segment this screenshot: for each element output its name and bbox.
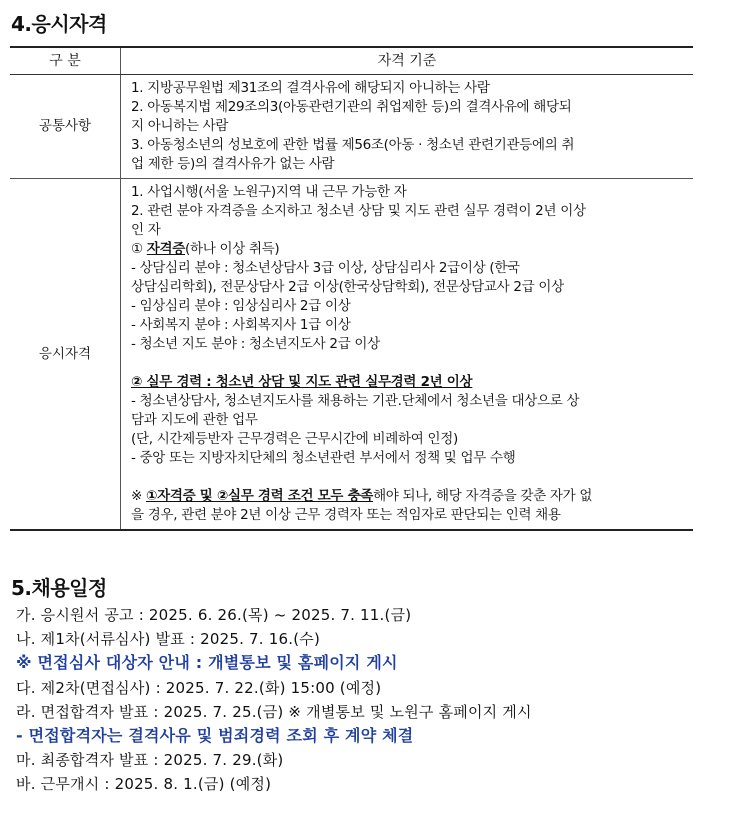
schedule-item: 마. 최종합격자 발표 : 2025. 7. 29.(화) (16, 751, 284, 770)
column-header-category: 구 분 (10, 47, 121, 75)
schedule-item: 라. 면접합격자 발표 : 2025. 7. 25.(금) ※ 개별통보 및 노원구 홈페이지 게시 (16, 702, 532, 721)
certificate-heading (131, 240, 685, 259)
certificate-line: - 청소년 지도 분야 : 청소년지도사 2급 이상 (131, 336, 380, 352)
qualification-line: 2. 관련 분야 자격증을 소지하고 청소년 상담 및 지도 관련 실무 경력이 2년 이상 (131, 203, 586, 219)
table-header-row (10, 47, 693, 75)
experience-line: - 청소년상담사, 청소년지도사를 채용하는 기관.단체에서 청소년을 대상으로 상 (131, 393, 580, 409)
section-4-title: 4.응시자격 (11, 12, 107, 36)
certificate-line: - 사회복지 분야 : 사회복지사 1급 이상 (131, 317, 351, 333)
certificate-line: 상담심리학회), 전문상담사 2급 이상(한국상담학회), 전문상담교사 2급 이상 (131, 279, 564, 295)
note-rest: 해야 되나, 해당 자격증을 갖춘 자가 없 (373, 488, 593, 504)
schedule-list (16, 603, 736, 797)
section-5-title: 5.채용일정 (11, 576, 107, 600)
certificate-suffix: (하나 이상 취득) (185, 241, 280, 257)
qualification-requirements (121, 179, 694, 531)
experience-line: 담과 지도에 관한 업무 (131, 412, 258, 428)
column-header-criteria: 자격 기준 (121, 47, 694, 75)
table-row-common (10, 75, 693, 179)
schedule-item: 나. 제1차(서류심사) 발표 : 2025. 7. 16.(수) (16, 630, 320, 649)
experience-line: (단, 시간제등반자 근무경력은 근무시간에 비례하여 인정) (131, 431, 458, 447)
common-line: 2. 아동복지법 제29조의3(아동관련기관의 취업제한 등)의 결격사유에 해당되 (131, 99, 572, 115)
schedule-item: 가. 응시원서 공고 : 2025. 6. 26.(목) ~ 2025. 7. 11.(금) (16, 606, 412, 624)
schedule-item: 다. 제2차(면접심사) : 2025. 7. 22.(화) 15:00 (예정) (16, 678, 382, 697)
qualification-table (10, 46, 693, 531)
common-line: 3. 아동청소년의 성보호에 관한 법률 제56조(아동 · 청소년 관련기관등에의 취 (131, 137, 575, 153)
qualification-line: 인 자 (131, 222, 161, 238)
note-mark: ※ (131, 488, 147, 504)
schedule-notice: - 면접합격자는 결격사유 및 범죄경력 조회 후 계약 체결 (16, 725, 414, 745)
schedule-notice: ※ 면접심사 대상자 안내 : 개별통보 및 홈페이지 게시 (16, 653, 398, 673)
row-label-common: 공통사항 (10, 75, 121, 179)
schedule-item: 바. 근무개시 : 2025. 8. 1.(금) (예정) (16, 775, 272, 794)
experience-heading: ② 실무 경력 : 청소년 상담 및 지도 관련 실무경력 2년 이상 (131, 374, 473, 390)
certificate-title: 자격증 (146, 241, 186, 257)
note-emphasis: ①자격증 및 ②실무 경력 조건 모두 충족 (146, 488, 374, 504)
spacer (131, 354, 685, 373)
spacer (131, 468, 685, 487)
certificate-line: - 상담심리 분야 : 청소년상담사 3급 이상, 상담심리사 2급이상 (한국 (131, 260, 520, 276)
note-line-2: 을 경우, 관련 분야 2년 이상 근무 경력자 또는 적임자로 판단되는 인력 채용 (131, 507, 561, 523)
certificate-number: ① (131, 241, 147, 257)
qualification-line: 1. 사업시행(서울 노원구)지역 내 근무 가능한 자 (131, 184, 407, 200)
note-line (131, 487, 685, 506)
row-label-qualification: 응시자격 (10, 179, 121, 531)
table-row-qualification (10, 179, 693, 531)
common-line: 업 제한 등)의 결격사유가 없는 사람 (131, 156, 335, 172)
experience-line: - 중앙 또는 지방자치단체의 청소년관련 부서에서 정책 및 업무 수행 (131, 450, 516, 466)
certificate-line: - 임상심리 분야 : 임상심리사 2급 이상 (131, 298, 351, 314)
common-requirements (121, 75, 694, 179)
common-line: 1. 지방공무원법 제31조의 결격사유에 해당되지 아니하는 사람 (131, 80, 490, 96)
common-line: 지 아니하는 사람 (131, 118, 229, 134)
